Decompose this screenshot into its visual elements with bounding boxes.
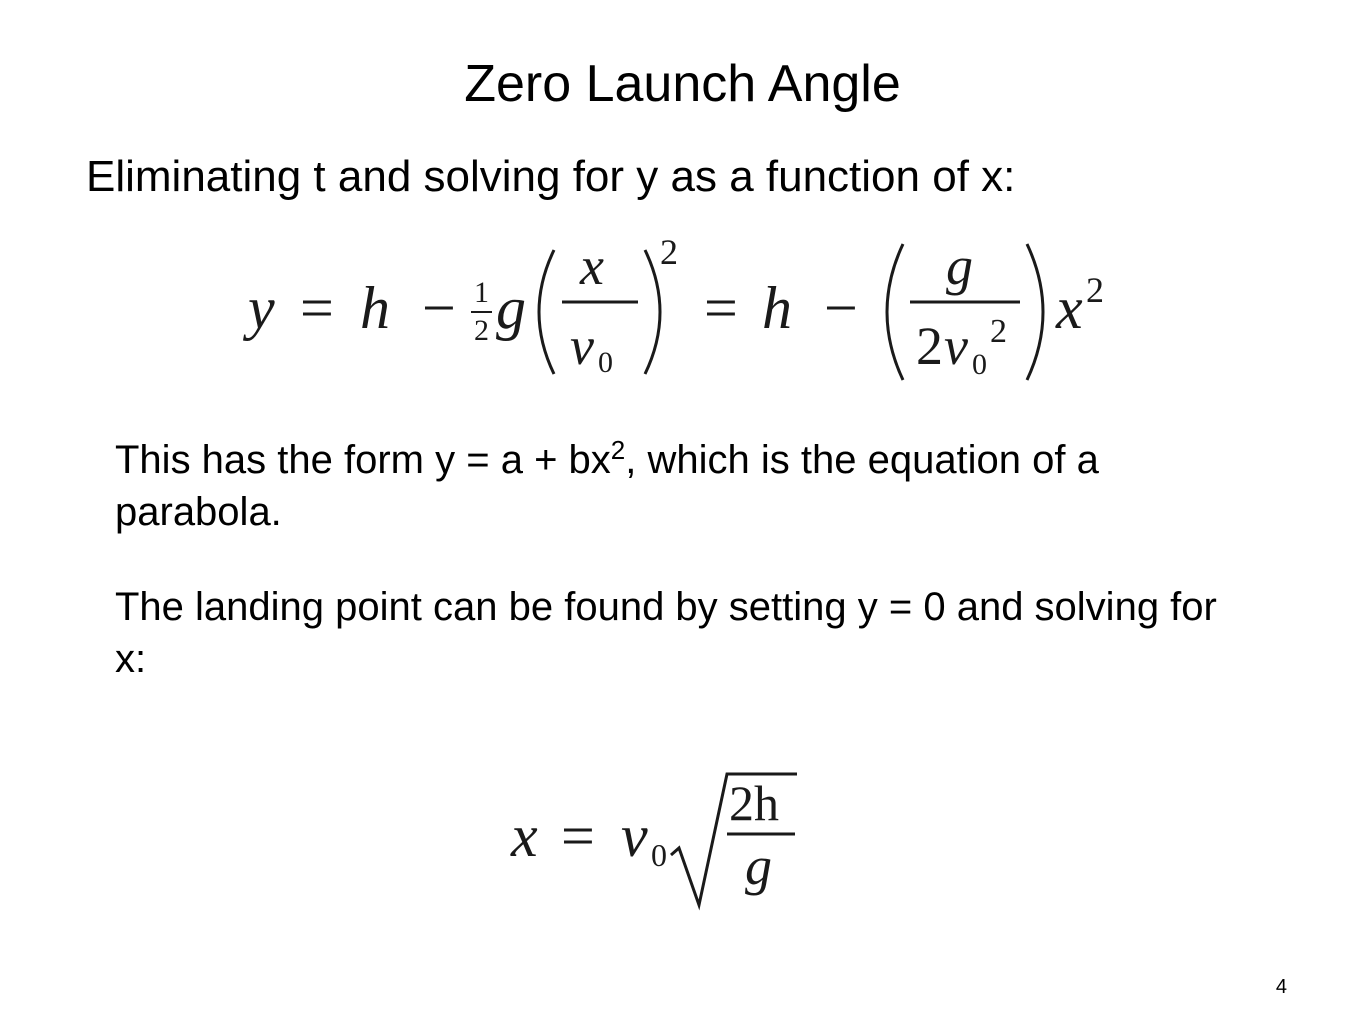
eq1-left-paren-1 (539, 250, 554, 374)
eq1-left-paren-2 (887, 244, 903, 380)
eq2-g-denominator: g (745, 836, 772, 896)
eq2-equals: = (561, 803, 595, 869)
parabola-text-1: This has the form y = a + bx (115, 438, 611, 482)
eq1-x-numerator: x (580, 236, 604, 296)
eq1-equals-1: = (300, 275, 334, 341)
eq1-minus-1: − (422, 275, 456, 341)
eq2-v-subscript: 0 (651, 837, 667, 873)
eq1-minus-2: − (824, 275, 858, 341)
slide-subtitle: Eliminating t and solving for y as a function of x: (86, 152, 1016, 201)
slide-title: Zero Launch Angle (464, 55, 901, 113)
eq1-g-numerator: g (946, 236, 973, 296)
landing-equation (505, 760, 805, 915)
eq1-v-subscript: 0 (598, 346, 613, 379)
eq1-x-exponent: 2 (1086, 270, 1104, 310)
eq1-v-exponent: 2 (990, 313, 1007, 350)
eq1-half-denominator: 2 (474, 314, 489, 347)
eq1-two: 2 (916, 316, 943, 376)
landing-point-paragraph: The landing point can be found by setting y = 0 and solving for x: (115, 585, 1217, 681)
eq2-numerator: 2h (729, 775, 779, 831)
parabola-superscript: 2 (610, 435, 626, 465)
eq1-half-numerator: 1 (474, 276, 489, 309)
eq1-v-denominator: v (570, 316, 594, 376)
eq1-equals-2: = (704, 275, 738, 341)
eq1-right-paren-1 (645, 250, 660, 374)
eq1-h-1: h (360, 275, 390, 341)
trajectory-equation (240, 222, 1120, 387)
page-number: 4 (1275, 976, 1287, 998)
parabola-paragraph (115, 434, 1235, 538)
eq2-v: v (621, 803, 648, 869)
eq1-exponent-1: 2 (660, 232, 678, 272)
eq1-x-final: x (1056, 275, 1083, 341)
eq1-right-paren-2 (1027, 244, 1043, 380)
eq1-g-1: g (496, 275, 526, 341)
eq1-v-subscript-2: 0 (972, 348, 987, 381)
eq1-y: y (248, 275, 275, 341)
eq1-v-denominator-2: v (944, 316, 968, 376)
eq2-x: x (511, 803, 538, 869)
parabola-text-2: , which is the equation of a parabola. (115, 438, 1099, 534)
eq1-h-2: h (762, 275, 792, 341)
